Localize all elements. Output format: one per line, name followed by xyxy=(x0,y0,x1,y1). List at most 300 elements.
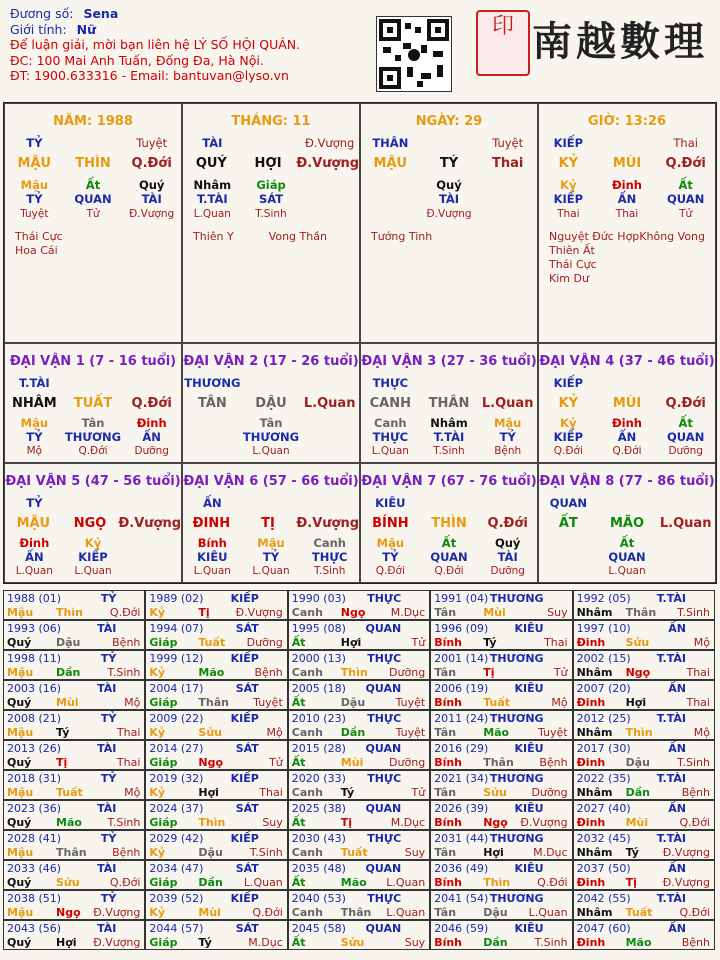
dai-van-5-r4-text: ẤN xyxy=(25,550,44,564)
year-state: Thai xyxy=(116,726,141,739)
pillar-3-cell xyxy=(360,103,538,343)
year-star: THƯƠNG xyxy=(489,592,544,605)
year-cell xyxy=(430,800,572,830)
year-state: Tuyệt xyxy=(537,726,568,739)
year-star: QUAN xyxy=(365,802,402,815)
year-stem: Kỷ xyxy=(149,606,166,619)
year-star: TÀI xyxy=(97,922,117,935)
dai-van-2-r2-text: DẬU xyxy=(255,396,287,411)
year-branch: Ngọ xyxy=(198,756,224,769)
year-label: 2008 (21) xyxy=(7,712,62,725)
year-label: 2047 (60) xyxy=(576,922,631,935)
dai-van-4-r3-text: Kỷ xyxy=(560,416,577,430)
year-branch: Thân xyxy=(340,906,372,919)
dai-van-6-r1-text xyxy=(300,496,359,510)
dai-van-3-r3-text: Mậu xyxy=(493,416,522,430)
dai-van-3-r2-text: L.Quan xyxy=(481,396,534,411)
year-state: T.Sinh xyxy=(677,756,710,769)
dai-van-3-title: ĐẠI VẬN 3 (27 - 36 tuổi) xyxy=(361,354,537,369)
year-state: Mộ xyxy=(551,696,568,709)
year-star: KIÊU xyxy=(514,742,544,755)
year-star: KIÊU xyxy=(514,682,544,695)
dai-van-4-r5-text: Q.Đới xyxy=(553,445,583,457)
dai-van-1-r5-text: Mộ xyxy=(26,445,43,457)
year-cell xyxy=(3,800,145,830)
dai-van-1-cell xyxy=(4,343,182,463)
dai-van-6-r4-text: THỰC xyxy=(311,550,348,564)
dai-van-6-r5-text: T.Sinh xyxy=(313,565,346,577)
year-state: Đ.Vượng xyxy=(662,876,710,889)
year-label: 2027 (40) xyxy=(576,802,631,815)
year-star: SÁT xyxy=(235,862,259,875)
dai-van-6-r2-text: TỊ xyxy=(261,516,275,531)
dai-van-5-title: ĐẠI VẬN 5 (47 - 56 tuổi) xyxy=(5,474,181,489)
year-cell xyxy=(145,710,287,740)
dai-van-3-r4-text: T.TÀI xyxy=(433,430,465,444)
dai-van-6-r5-text: L.Quan xyxy=(252,565,290,577)
pillar-2-r5-text xyxy=(300,208,359,220)
pillar-4-r3-text: Đinh xyxy=(612,178,642,192)
year-branch: Ngọ xyxy=(625,666,651,679)
dai-van-5-r3-text: Đinh xyxy=(19,536,50,550)
year-cell xyxy=(573,830,715,860)
year-label: 2025 (38) xyxy=(291,802,346,815)
year-branch: Tị xyxy=(56,756,68,769)
dai-van-1-r3-text: Đinh xyxy=(136,416,167,430)
dai-van-1-r2-text: TUẤT xyxy=(73,396,113,411)
year-cell xyxy=(288,680,430,710)
dai-van-3-r5-text: Bệnh xyxy=(494,445,522,457)
dai-van-1-title: ĐẠI VẬN 1 (7 - 16 tuổi) xyxy=(9,354,177,369)
dai-van-7-r2-text: Q.Đới xyxy=(487,516,528,531)
pillar-1-r1-text: TỶ xyxy=(26,136,43,150)
dai-van-4-r2-text: MÙI xyxy=(612,396,642,411)
year-branch: Mùi xyxy=(483,606,506,619)
dai-van-8-r3-text xyxy=(539,536,598,550)
year-star: TỶ xyxy=(100,772,117,785)
dai-van-3-r4-text: TỶ xyxy=(499,430,516,444)
year-branch: Tuất xyxy=(340,846,368,859)
year-stem: Ất xyxy=(291,756,306,769)
year-state: M.Dục xyxy=(390,606,426,619)
year-label: 2046 (59) xyxy=(434,922,489,935)
year-label: 2001 (14) xyxy=(434,652,489,665)
year-state: Q.Đới xyxy=(109,606,141,619)
year-state: Bệnh xyxy=(112,636,141,649)
year-stem: Đinh xyxy=(576,936,606,949)
year-stem: Kỷ xyxy=(149,906,166,919)
year-state: Suy xyxy=(404,936,426,949)
year-label: 1996 (09) xyxy=(434,622,489,635)
year-state: Bệnh xyxy=(681,936,710,949)
year-label: 2023 (36) xyxy=(7,802,62,815)
dai-van-8-r1-text: QUAN xyxy=(549,496,587,510)
year-state: T.Sinh xyxy=(249,846,283,859)
dai-van-5-r4-text xyxy=(122,550,181,564)
year-cell xyxy=(145,890,287,920)
pillar-2-r4-text xyxy=(300,192,359,206)
year-star: TỶ xyxy=(100,832,117,845)
dai-van-4-r2-text: KỶ xyxy=(558,396,579,411)
dai-van-7-r4-text: TÀI xyxy=(497,550,518,564)
dai-van-5-r5-text: L.Quan xyxy=(15,565,53,577)
year-label: 2042 (55) xyxy=(576,892,631,905)
year-label: 2038 (51) xyxy=(7,892,62,905)
year-state: Thai xyxy=(116,756,141,769)
pillar-2-r5-text: T.Sinh xyxy=(255,208,287,220)
year-branch: Mão xyxy=(340,876,367,889)
year-star: QUAN xyxy=(365,742,402,755)
year-stem: Đinh xyxy=(576,756,606,769)
pillar-3-r3-text xyxy=(361,178,420,192)
year-branch: Ngọ xyxy=(56,906,81,919)
year-cell xyxy=(3,890,145,920)
year-label: 2016 (29) xyxy=(434,742,489,755)
pillar-1-cell xyxy=(4,103,182,343)
year-cell xyxy=(430,590,572,620)
dai-van-7-r3-text: Ất xyxy=(441,536,457,550)
dai-van-5-r1-text xyxy=(64,496,123,510)
dai-van-6-r2-text: ĐINH xyxy=(192,516,231,531)
year-stem: Quý xyxy=(7,876,32,889)
year-cell xyxy=(145,740,287,770)
year-stem: Tân xyxy=(434,786,457,799)
year-stem: Canh xyxy=(291,786,323,799)
year-state: Bệnh xyxy=(112,846,141,859)
year-stem: Giáp xyxy=(149,816,178,829)
dai-van-1-r1-text xyxy=(64,376,123,390)
year-stem: Tân xyxy=(434,906,457,919)
year-stem: Giáp xyxy=(149,876,178,889)
dai-van-8-r4-text xyxy=(539,550,598,564)
year-cell xyxy=(430,860,572,890)
year-star: KIÊU xyxy=(514,862,544,875)
year-cell xyxy=(573,740,715,770)
dai-van-4-r3-text: Ất xyxy=(678,416,693,430)
dai-van-2-r1-text xyxy=(242,376,301,390)
pillar-4-r4-text: ẤN xyxy=(617,192,637,206)
year-branch: Thìn xyxy=(625,726,653,739)
pillar-4-title: GIỜ: 13:26 xyxy=(588,114,666,129)
year-branch: Thìn xyxy=(483,876,511,889)
year-state: Tuyệt xyxy=(253,696,283,709)
pillar-1-r2-text: Q.Đới xyxy=(131,156,172,171)
pillar-4-r1-text: Thai xyxy=(673,136,698,150)
year-label: 1993 (06) xyxy=(7,622,62,635)
year-state: Dưỡng xyxy=(531,786,568,799)
year-cell xyxy=(145,860,287,890)
pillar-3-r2-text: MẬU xyxy=(373,156,408,171)
year-state: Thai xyxy=(686,696,710,709)
year-stem: Mậu xyxy=(7,786,34,799)
year-label: 1990 (03) xyxy=(291,592,346,605)
dai-van-8-r5-text xyxy=(539,565,598,577)
year-label: 2010 (23) xyxy=(291,712,346,725)
year-star: SÁT xyxy=(235,622,259,635)
year-stem: Đinh xyxy=(576,816,606,829)
year-branch: Tý xyxy=(56,726,70,739)
year-stem: Kỷ xyxy=(149,666,166,679)
name-label: Đương số: xyxy=(10,6,74,21)
pillar-2-r1-text xyxy=(242,136,301,150)
year-cell xyxy=(573,800,715,830)
qr-code-icon[interactable] xyxy=(376,16,452,92)
year-branch: Sửu xyxy=(198,726,222,739)
year-branch: Ngọ xyxy=(483,816,508,829)
year-star: T.TÀI xyxy=(656,892,686,905)
dai-van-6-r2-text: Đ.Vượng xyxy=(296,516,360,531)
dai-van-3-r2-text: THÂN xyxy=(428,396,470,411)
year-state: L.Quan xyxy=(386,876,426,889)
pillar-4-r2-text: MÙI xyxy=(612,156,642,171)
year-branch: Mùi xyxy=(625,816,649,829)
year-cell xyxy=(288,710,430,740)
year-branch: Sửu xyxy=(56,876,80,889)
pillar-2-r5-text: L.Quan xyxy=(193,208,231,220)
year-stem: Ất xyxy=(291,696,306,709)
year-label: 2029 (42) xyxy=(149,832,204,845)
year-star: ẤN xyxy=(668,862,686,875)
year-cell xyxy=(288,800,430,830)
year-stem: Tân xyxy=(434,726,457,739)
year-star: THƯƠNG xyxy=(489,712,544,725)
year-branch: Dậu xyxy=(625,756,650,769)
year-branch: Hợi xyxy=(625,696,647,709)
dai-van-1-r5-text: Q.Đới xyxy=(78,445,108,457)
year-cell xyxy=(573,890,715,920)
year-state: Suy xyxy=(547,606,568,619)
year-label: 2024 (37) xyxy=(149,802,204,815)
dai-van-2-r2-text: L.Quan xyxy=(303,396,356,411)
dai-van-2-title: ĐẠI VẬN 2 (17 - 26 tuổi) xyxy=(183,354,359,369)
year-star: KIÊU xyxy=(514,922,544,935)
year-branch: Dần xyxy=(56,666,81,679)
pillar-3-r5-text: Đ.Vượng xyxy=(426,208,472,220)
year-star: THƯƠNG xyxy=(489,652,544,665)
year-star: ẤN xyxy=(668,742,686,755)
year-star: KIẾP xyxy=(230,712,259,725)
pillar-grid xyxy=(3,102,717,584)
year-branch: Dần xyxy=(340,726,366,739)
dai-van-5-r1-text xyxy=(122,496,181,510)
year-stem: Giáp xyxy=(149,936,178,949)
dai-van-7-r3-text: Mậu xyxy=(376,536,405,550)
year-label: 2015 (28) xyxy=(291,742,346,755)
dai-van-5-r2-text: NGỌ xyxy=(73,516,107,531)
year-branch: Dậu xyxy=(340,696,366,709)
year-star: THƯƠNG xyxy=(489,832,544,845)
year-state: Mộ xyxy=(124,786,141,799)
year-label: 2012 (25) xyxy=(576,712,631,725)
year-label: 2041 (54) xyxy=(434,892,489,905)
year-cell xyxy=(145,650,287,680)
year-branch: Dậu xyxy=(483,906,508,919)
year-label: 2002 (15) xyxy=(576,652,631,665)
year-label: 1998 (11) xyxy=(7,652,62,665)
year-cell xyxy=(573,680,715,710)
year-label: 1989 (02) xyxy=(149,592,204,605)
year-stem: Giáp xyxy=(149,696,178,709)
dai-van-1-r4-text: TỶ xyxy=(26,430,43,444)
year-state: Bệnh xyxy=(681,786,710,799)
pillar-2-r2-text: HỢI xyxy=(254,156,282,171)
year-stem: Ất xyxy=(291,876,306,889)
year-label: 1999 (12) xyxy=(149,652,204,665)
year-branch: Mão xyxy=(625,936,652,949)
year-table xyxy=(3,590,715,954)
dai-van-4-cell xyxy=(538,343,716,463)
dai-van-1-r5-text: Dưỡng xyxy=(134,445,169,457)
year-state: L.Quan xyxy=(243,876,283,889)
year-state: M.Dục xyxy=(248,936,283,949)
dai-van-7-r5-text: Q.Đới xyxy=(434,565,464,577)
year-label: 2013 (26) xyxy=(7,742,62,755)
dai-van-8-r4-text xyxy=(656,550,715,564)
year-stem: Nhâm xyxy=(576,846,613,859)
year-star: QUAN xyxy=(365,922,402,935)
dai-van-8-r2-text: MÃO xyxy=(609,516,645,531)
year-stem: Nhâm xyxy=(576,726,613,739)
year-state: Thai xyxy=(544,636,568,649)
pillar-1-r3-text: Ất xyxy=(85,178,101,192)
year-branch: Dần xyxy=(625,786,650,799)
year-cell xyxy=(145,680,287,710)
year-branch: Thìn xyxy=(198,816,226,829)
year-stem: Kỷ xyxy=(149,726,166,739)
gender-value: Nữ xyxy=(76,21,97,37)
year-cell xyxy=(3,650,145,680)
year-state: Đ.Vượng xyxy=(93,906,141,919)
pillar-4-r2-text: Q.Đới xyxy=(665,156,706,171)
year-state: Tử xyxy=(411,636,426,649)
year-stem: Ất xyxy=(291,816,306,829)
dai-van-5-r3-text xyxy=(122,536,181,550)
year-state: Q.Đới xyxy=(679,816,710,829)
year-branch: Hợi xyxy=(56,936,77,949)
pillar-3-r2-text: TÝ xyxy=(439,156,459,171)
dai-van-8-r1-text xyxy=(656,496,715,510)
year-state: Mộ xyxy=(124,696,141,709)
year-cell xyxy=(288,590,430,620)
dai-van-8-r5-text: L.Quan xyxy=(608,565,646,577)
year-branch: Dần xyxy=(198,876,223,889)
year-state: Thai xyxy=(259,786,283,799)
year-state: T.Sinh xyxy=(107,816,141,829)
year-state: Mộ xyxy=(693,636,710,649)
year-cell xyxy=(288,770,430,800)
dai-van-3-cell xyxy=(360,343,538,463)
year-label: 2033 (46) xyxy=(7,862,62,875)
year-cell xyxy=(573,650,715,680)
dai-van-7-r4-text: QUAN xyxy=(430,550,468,564)
year-label: 2035 (48) xyxy=(291,862,346,875)
year-stem: Mậu xyxy=(7,666,34,679)
dai-van-6-r1-text xyxy=(242,496,301,510)
year-cell xyxy=(145,830,287,860)
year-branch: Thìn xyxy=(56,606,83,619)
year-stem: Bính xyxy=(434,756,463,769)
pillar-1-r3-text: Mậu xyxy=(20,178,49,192)
pillar-2-r3-text xyxy=(300,178,359,192)
year-stem: Nhâm xyxy=(576,906,613,919)
pillar-1-stars: Thái Cực Hoa Cái xyxy=(15,230,63,257)
year-stem: Canh xyxy=(291,606,323,619)
year-star: THỰC xyxy=(367,592,402,605)
year-star: THỰC xyxy=(367,712,402,725)
year-state: Bệnh xyxy=(254,666,283,679)
year-state: Tử xyxy=(411,786,426,799)
year-stem: Canh xyxy=(291,846,323,859)
year-cell xyxy=(3,830,145,860)
year-star: THƯƠNG xyxy=(489,772,544,785)
year-stem: Quý xyxy=(7,816,32,829)
chart-header xyxy=(10,6,370,84)
year-label: 1994 (07) xyxy=(149,622,204,635)
year-stem: Canh xyxy=(291,906,323,919)
year-cell xyxy=(145,770,287,800)
year-state: Dưỡng xyxy=(389,756,426,769)
year-branch: Thân xyxy=(56,846,87,859)
dai-van-4-r1-text xyxy=(656,376,715,390)
year-stem: Tân xyxy=(434,666,457,679)
phone-line: ĐT: 1900.633316 - Email: bantuvan@lyso.vn xyxy=(10,68,289,83)
pillar-2-cell xyxy=(182,103,360,343)
pillar-3-r1-text: Tuyệt xyxy=(492,136,524,150)
pillar-3-title: NGÀY: 29 xyxy=(415,114,483,129)
year-state: Tuyệt xyxy=(395,696,426,709)
year-state: Suy xyxy=(404,846,426,859)
year-label: 2007 (20) xyxy=(576,682,631,695)
dai-van-1-r3-text: Mậu xyxy=(20,416,49,430)
year-stem: Ất xyxy=(291,636,306,649)
pillar-2-r2-text: Đ.Vượng xyxy=(296,156,360,171)
pillar-4-r5-text: Thai xyxy=(557,208,580,220)
year-label: 2032 (45) xyxy=(576,832,631,845)
dai-van-1-r2-text: NHÂM xyxy=(11,396,57,411)
pillar-3-r1-text xyxy=(420,136,479,150)
year-branch: Tuất xyxy=(56,786,83,799)
year-label: 2037 (50) xyxy=(576,862,631,875)
pillar-1-r4-text: QUAN xyxy=(74,192,112,206)
year-state: Q.Đới xyxy=(109,876,141,889)
year-label: 2020 (33) xyxy=(291,772,346,785)
year-cell xyxy=(430,650,572,680)
dai-van-3-r1-text xyxy=(420,376,479,390)
year-branch: Dần xyxy=(483,936,508,949)
year-branch: Dậu xyxy=(56,636,81,649)
year-cell xyxy=(145,590,287,620)
year-cell xyxy=(430,920,572,950)
year-label: 2026 (39) xyxy=(434,802,489,815)
year-branch: Tý xyxy=(625,846,639,859)
dai-van-2-cell xyxy=(182,343,360,463)
year-state: L.Quan xyxy=(528,906,568,919)
pillar-3-r4-text xyxy=(361,192,420,206)
year-branch: Thìn xyxy=(340,666,368,679)
year-label: 2003 (16) xyxy=(7,682,62,695)
year-cell xyxy=(430,770,572,800)
year-label: 2014 (27) xyxy=(149,742,204,755)
year-label: 2018 (31) xyxy=(7,772,62,785)
dai-van-7-r1-text xyxy=(420,496,479,510)
year-star: QUAN xyxy=(365,682,402,695)
year-cell xyxy=(430,680,572,710)
dai-van-6-cell xyxy=(182,463,360,583)
pillar-1-r2-text: THÌN xyxy=(75,156,111,171)
year-cell xyxy=(288,740,430,770)
year-branch: Sửu xyxy=(625,636,650,649)
year-stem: Bính xyxy=(434,636,463,649)
